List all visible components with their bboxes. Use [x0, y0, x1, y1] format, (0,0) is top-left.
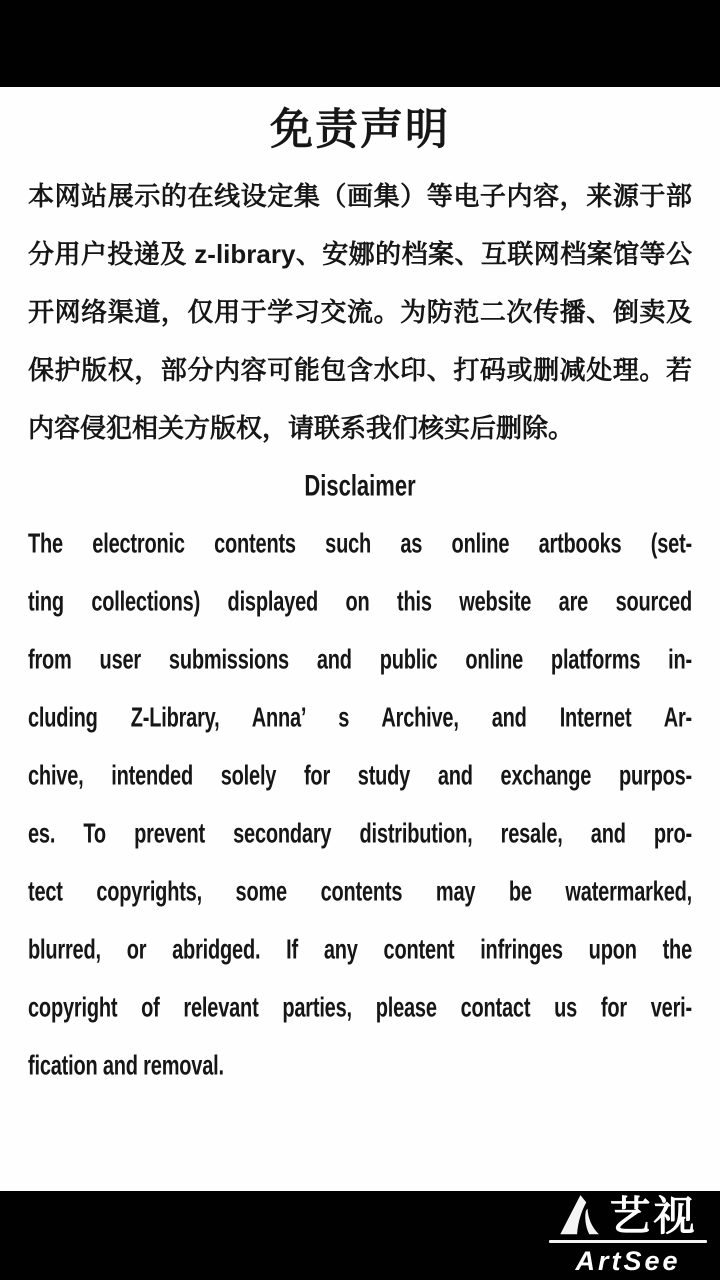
artsee-logo	[549, 1191, 707, 1275]
en-paragraph-line: copyright of relevant parties, please contact us for veri-	[28, 992, 692, 1024]
section-heading-disclaimer: Disclaimer	[304, 468, 416, 503]
zh-paragraph-line: 保护版权，部分内容可能包含水印、打码或删减处理。若	[28, 355, 692, 385]
brand-name-en: ArtSee	[575, 1246, 681, 1276]
en-paragraph-line: cluding Z-Library, Anna’ s Archive, and Internet Ar-	[28, 702, 692, 734]
artsee-logo-top-row	[549, 1191, 707, 1239]
en-paragraph-line: blurred, or abridged. If any content infringes upon the	[28, 934, 692, 966]
en-paragraph-line: fication and removal.	[28, 1050, 224, 1082]
en-paragraph-line: The electronic contents such as online artbooks (set-	[28, 528, 692, 560]
brand-name-zh: 艺视	[609, 1192, 698, 1239]
zh-paragraph-line: 内容侵犯相关方版权，请联系我们核实后删除。	[28, 413, 575, 443]
en-paragraph-line: es. To prevent secondary distribution, resale, and pro-	[28, 818, 692, 850]
zh-paragraph-line: 开网络渠道，仅用于学习交流。为防范二次传播、倒卖及	[28, 297, 692, 327]
en-paragraph-line: ting collections) displayed on this website are sourced	[28, 586, 692, 618]
en-paragraph-line: chive, intended solely for study and exchange purpos-	[28, 760, 692, 792]
en-paragraph-line: tect copyrights, some contents may be watermarked,	[28, 876, 692, 908]
artsee-a-mountain-icon	[559, 1193, 601, 1236]
top-letterbox-bar	[0, 0, 720, 87]
zh-paragraph-line: 本网站展示的在线设定集（画集）等电子内容，来源于部	[28, 181, 692, 211]
disclaimer-body	[0, 167, 720, 1095]
zh-paragraph-line: 分用户投递及 z-library、安娜的档案、互联网档案馆等公	[28, 239, 692, 269]
disclaimer-content	[0, 87, 720, 1095]
bottom-letterbox-bar	[0, 1191, 720, 1280]
en-paragraph-line: from user submissions and public online platforms in-	[28, 644, 692, 676]
page-title-zh: 免责声明	[270, 106, 450, 154]
